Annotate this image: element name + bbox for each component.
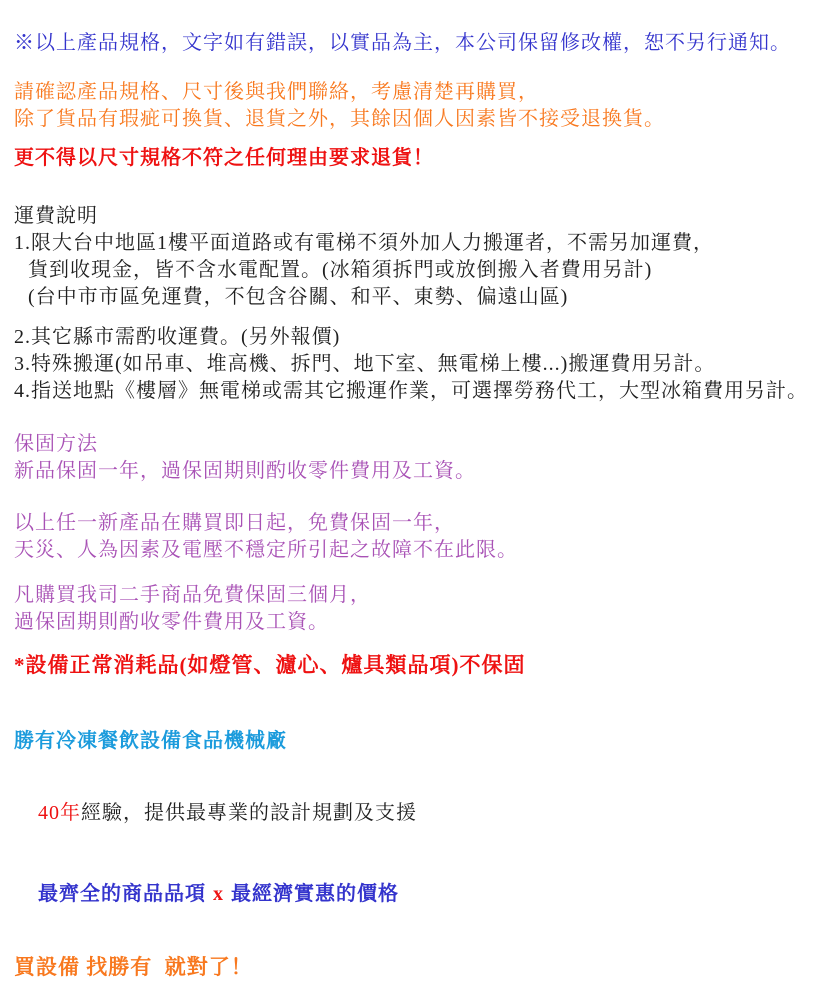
shipping-section (14, 203, 814, 405)
consumables-not-covered-text: *設備正常消耗品(如燈管、濾心、爐具類品項)不保固 (14, 653, 526, 677)
no-return-warning-text: 更不得以尺寸規格不符之任何理由要求退貨！ (14, 147, 434, 169)
shipping-item-1-line-3: (台中市市區免運費，不包含谷關、和平、東勢、偏遠山區) (28, 286, 569, 308)
shipping-item-1-line-2: 貨到收現金，皆不含水電配置。(冰箱須拆門或放倒搬入者費用另計) (28, 259, 653, 281)
slogan-part-1-text: 最齊全的商品品項 (38, 883, 206, 905)
warranty-new-product-line: 新品保固一年，過保固期則酌收零件費用及工資。 (14, 460, 476, 482)
experience-years-text: 40年 (38, 802, 81, 824)
shipping-item-4: 4.指送地點《樓層》無電梯或需其它搬運作業，可選擇勞務代工，大型冰箱費用另計。 (14, 380, 808, 402)
purchase-notice-line-2: 除了貨品有瑕疵可換貨、退貨之外，其餘因個人因素皆不接受退換貨。 (14, 108, 665, 130)
experience-rest-text: 經驗，提供最專業的設計規劃及支援 (81, 802, 417, 824)
purchase-notice-section (14, 79, 814, 133)
shipping-item-1-line-1: 1.限大台中地區1樓平面道路或有電梯不須外加人力搬運者，不需另加運費， (14, 232, 714, 254)
warranty-free-line-2: 天災、人為因素及電壓不穩定所引起之故障不在此限。 (14, 539, 518, 561)
warranty-section (14, 431, 814, 636)
company-name-text: 勝有冷凍餐飲設備食品機械廠 (14, 730, 287, 752)
warranty-free-line-1: 以上任一新產品在購買即日起，免費保固一年， (14, 512, 455, 534)
shipping-item-3: 3.特殊搬運(如吊車、堆高機、拆門、地下室、無電梯上樓...)搬運費用另計。 (14, 353, 716, 375)
warranty-used-goods-line-2: 過保固期則酌收零件費用及工資。 (14, 611, 329, 633)
shipping-title: 運費說明 (14, 205, 98, 227)
spec-disclaimer-text: ※以上產品規格，文字如有錯誤，以實品為主，本公司保留修改權，恕不另行通知。 (14, 32, 791, 54)
purchase-notice-line-1: 請確認產品規格、尺寸後與我們聯絡，考慮清楚再購買， (14, 81, 539, 103)
slogan-part-2-text: 最經濟實惠的價格 (231, 883, 399, 905)
closing-slogan-text: 買設備 找勝有 就對了！ (14, 955, 253, 979)
slogan-x-separator: x (213, 883, 224, 905)
slogan-line (14, 854, 814, 935)
shipping-item-2: 2.其它縣市需酌收運費。(另外報價) (14, 326, 341, 348)
experience-line (14, 773, 814, 854)
warranty-used-goods-line-1: 凡購買我司二手商品免費保固三個月， (14, 584, 371, 606)
warranty-title: 保固方法 (14, 433, 98, 455)
